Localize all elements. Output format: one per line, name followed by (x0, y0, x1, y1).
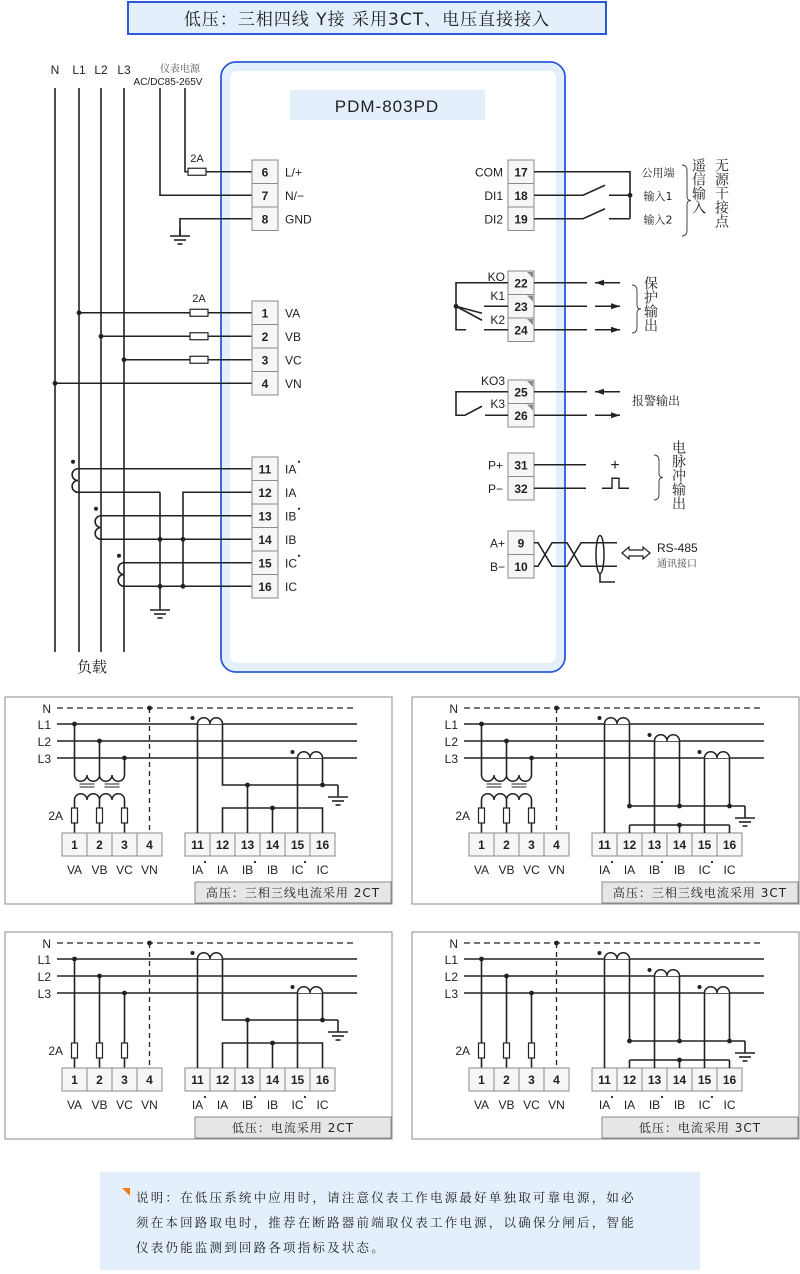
panel-terminal-label: VC (523, 1098, 540, 1112)
junction-dot (94, 507, 98, 511)
connection-panel-4 (412, 932, 799, 1139)
panel-terminal-label: VN (141, 1098, 158, 1112)
panel-terminal-number: 13 (240, 838, 255, 852)
panel-terminal-label: IC (723, 863, 736, 877)
junction-dot (661, 1096, 663, 1098)
panel-terminal-label: VB (498, 1098, 515, 1112)
di-note: 输入1 (643, 189, 673, 203)
panel-terminal-number: 15 (290, 838, 305, 852)
junction-dot (270, 806, 275, 811)
digital-inputs (475, 158, 729, 236)
di-terminal-label: DI1 (484, 188, 503, 203)
terminal (252, 207, 278, 231)
panel-terminal-label: IA (191, 1098, 204, 1112)
current-inputs (71, 457, 300, 618)
panel-terminal-number: 12 (622, 838, 637, 852)
panel-terminal-label: IA (623, 1098, 636, 1112)
panel-phase-label: L1 (37, 718, 51, 732)
terminal-number: 6 (261, 165, 269, 180)
terminal-number: 9 (517, 536, 525, 551)
panel-terminal-number: 16 (722, 838, 737, 852)
panel-terminal-number: 16 (722, 1073, 737, 1087)
panel-terminal-label: IB (241, 1098, 254, 1112)
current-terminal-label: IB (285, 532, 297, 547)
fuse-icon (190, 356, 208, 363)
panel-phase-label: L1 (444, 718, 458, 732)
fuse-icon (122, 1043, 128, 1058)
panel-terminal-label: IB (266, 863, 279, 877)
panel-terminal-number: 2 (503, 838, 510, 852)
terminal (252, 528, 278, 552)
panel-terminal-number: 12 (215, 1073, 230, 1087)
junction-dot (291, 985, 295, 989)
terminal-number: 17 (514, 165, 528, 180)
fuse-icon (122, 808, 128, 823)
junction-dot (291, 750, 295, 754)
junction-dot (661, 861, 663, 863)
terminal (508, 453, 534, 477)
panel-phase-label: L3 (37, 752, 51, 766)
terminal (508, 531, 534, 555)
panel-fuse-label: 2A (455, 1044, 470, 1058)
terminal-number: 23 (514, 299, 528, 314)
panel-terminal-number: 12 (622, 1073, 637, 1087)
panel-terminal-label: IC (291, 863, 304, 877)
terminal (508, 271, 534, 295)
terminal (508, 184, 534, 208)
terminal (252, 301, 278, 325)
terminal (508, 295, 534, 319)
panel-terminal-number: 4 (146, 1073, 153, 1087)
junction-dot (298, 555, 300, 557)
ground-icon (150, 602, 170, 618)
junction-dot (628, 193, 633, 198)
terminal (252, 372, 278, 396)
panel-terminal-number: 11 (598, 838, 611, 852)
junction-dot (245, 1018, 250, 1023)
panel-phase-label: N (449, 937, 458, 951)
junction-dot (204, 1096, 206, 1098)
terminal-number: 26 (514, 408, 528, 423)
terminal-number: 19 (514, 212, 528, 227)
junction-dot (611, 861, 613, 863)
di-type-label: 无源干接点 (713, 158, 729, 228)
panel-phase-label: L1 (444, 953, 458, 967)
voltage-inputs (53, 293, 302, 395)
current-terminal-label: IC (285, 556, 297, 571)
shield-icon (596, 536, 604, 574)
panel-terminal-number: 3 (528, 838, 535, 852)
panel-terminal-number: 2 (503, 1073, 510, 1087)
fuse-icon (529, 808, 535, 823)
current-terminal-label: IA (285, 485, 297, 500)
alarm-group-label: 报警输出 (632, 394, 681, 408)
terminal-number: 10 (514, 559, 528, 574)
fuse-icon (479, 808, 485, 823)
fuse-icon (504, 808, 510, 823)
junction-dot (677, 1058, 682, 1063)
relay-terminal-label: K1 (490, 289, 505, 303)
phase-label-n: N (50, 63, 60, 77)
junction-dot (204, 861, 206, 863)
panel-terminal-number: 4 (553, 838, 560, 852)
panel-terminal-label: VA (66, 1098, 83, 1112)
junction-dot (298, 508, 300, 510)
junction-dot (122, 357, 127, 362)
alarm-terminal-label: K3 (490, 397, 505, 411)
junction-dot (254, 861, 256, 863)
junction-dot (245, 783, 250, 788)
terminal-number: 24 (514, 323, 528, 338)
current-terminal-label: IC (285, 579, 297, 594)
ct-coil-icon (95, 516, 101, 540)
arrow-head (595, 389, 604, 395)
ct-coil-icon (118, 563, 124, 587)
terminal-number: 31 (514, 458, 528, 473)
panel-terminal-number: 2 (96, 1073, 103, 1087)
panel-terminal-number: 11 (191, 838, 204, 852)
panel-caption: 低压：电流采用 2CT (231, 1121, 355, 1135)
phase-label-l3: L3 (117, 63, 131, 77)
power-fuse-label: 2A (190, 153, 204, 165)
phase-label-l1: L1 (72, 63, 86, 77)
junction-dot (191, 716, 195, 720)
fuse-icon (72, 808, 78, 823)
panel-terminal-label: IA (598, 863, 611, 877)
panel-terminal-label: IB (648, 1098, 661, 1112)
panel-phase-label: L3 (444, 752, 458, 766)
panel-terminal-number: 15 (697, 1073, 712, 1087)
junction-dot (320, 783, 325, 788)
device-model: PDM-803PD (334, 97, 440, 116)
note-box (100, 1172, 700, 1270)
ct-coil-icon (72, 469, 78, 493)
voltage-fuse-label: 2A (192, 293, 206, 305)
panel-terminal-label: VA (473, 1098, 490, 1112)
panel-terminal-number: 1 (71, 1073, 78, 1087)
comm-terminal-label: B− (489, 559, 505, 574)
terminal (252, 325, 278, 349)
panel-terminal-number: 11 (191, 1073, 204, 1087)
panel-terminal-label: IB (266, 1098, 279, 1112)
panel-terminal-label: IA (216, 863, 229, 877)
fuse-icon (72, 1043, 78, 1058)
panel-phase-label: L2 (37, 735, 51, 749)
pulse-terminal-label: P− (487, 481, 503, 496)
panel-caption: 低压：电流采用 3CT (638, 1121, 762, 1135)
fuse-icon (504, 1043, 510, 1058)
note-line: 说明：在低压系统中应用时，请注意仪表工作电源最好单独取可靠电源，如必 (136, 1190, 636, 1205)
protection-group-label: 保护输出 (642, 276, 658, 332)
panel-terminal-number: 15 (290, 1073, 305, 1087)
junction-dot (53, 381, 58, 386)
terminal-number: 14 (258, 532, 272, 547)
terminal-number: 12 (258, 485, 272, 500)
panel-terminal-label: IC (316, 863, 329, 877)
panel-terminal-label: IC (291, 1098, 304, 1112)
power-terminal-label: GND (285, 212, 312, 227)
brace-icon (632, 285, 641, 333)
panel-terminal-label: IA (623, 863, 636, 877)
terminal-number: 1 (261, 306, 269, 321)
fuse-icon (97, 1043, 103, 1058)
panel-terminal-number: 14 (672, 838, 687, 852)
junction-dot (270, 1041, 275, 1046)
current-terminal-label: IB (285, 509, 297, 524)
terminal (252, 457, 278, 481)
terminal (252, 348, 278, 372)
brace-icon (654, 455, 663, 500)
panel-terminal-label: IC (723, 1098, 736, 1112)
connection-panel-3 (5, 932, 392, 1139)
panel-terminal-number: 3 (121, 1073, 128, 1087)
terminal (508, 404, 534, 428)
terminal-number: 13 (258, 509, 272, 524)
arrow-head (611, 412, 620, 418)
note-line: 须在本回路取电时，推荐在断路器前端取仪表工作电源，以确保分闸后，智能 (136, 1215, 636, 1230)
fuse-icon (190, 309, 208, 316)
power-supply-label: 仪表电源 (160, 64, 200, 75)
panel-phase-label: L2 (444, 735, 458, 749)
junction-dot (117, 554, 121, 558)
double-arrow-icon (622, 547, 650, 559)
panel-terminal-number: 3 (121, 838, 128, 852)
junction-dot (254, 1096, 256, 1098)
panel-terminal-label: IA (598, 1098, 611, 1112)
terminal-number: 7 (261, 188, 269, 203)
comm-interface-label: 通讯接口 (657, 559, 697, 570)
di-note: 公用端 (641, 166, 675, 180)
fuse-icon (188, 168, 206, 175)
panel-caption: 高压：三相三线电流采用 2CT (205, 886, 381, 900)
junction-dot (158, 584, 163, 589)
panel-terminal-number: 13 (647, 838, 662, 852)
di-terminal-label: DI2 (484, 212, 503, 227)
panel-terminal-number: 1 (71, 838, 78, 852)
panel-terminal-label: VN (548, 863, 565, 877)
panel-terminal-number: 16 (315, 1073, 330, 1087)
junction-dot (304, 1096, 306, 1098)
panel-phase-label: L2 (444, 970, 458, 984)
panel-fuse-label: 2A (48, 1044, 63, 1058)
panel-terminal-label: VN (141, 863, 158, 877)
terminal (508, 318, 534, 342)
arrow-icon (595, 327, 620, 333)
panel-terminal-label: IC (698, 1098, 711, 1112)
power-terminal-label: N/− (285, 188, 305, 203)
panel-terminal-number: 14 (265, 1073, 280, 1087)
terminal-number: 25 (514, 385, 528, 400)
junction-dot (181, 584, 186, 589)
panel-terminal-label: IC (698, 863, 711, 877)
panel-terminal-number: 4 (146, 838, 153, 852)
panel-terminal-label: VA (473, 863, 490, 877)
arrow-head (611, 303, 620, 309)
arrow-icon (595, 280, 620, 286)
terminal (252, 184, 278, 208)
connection-panel-2 (412, 697, 799, 904)
panel-phase-label: L2 (37, 970, 51, 984)
power-terminal-label: L/+ (285, 165, 303, 180)
terminal (252, 160, 278, 184)
panel-terminal-number: 12 (215, 838, 230, 852)
relay-terminal-label: K2 (490, 313, 505, 327)
junction-dot (598, 951, 602, 955)
panel-phase-label: L1 (37, 953, 51, 967)
junction-dot (158, 537, 163, 542)
arrow-head (611, 327, 620, 333)
panel-terminal-label: VC (116, 863, 133, 877)
junction-dot (304, 861, 306, 863)
panel-terminal-number: 2 (96, 838, 103, 852)
panel-phase-label: L3 (444, 987, 458, 1001)
panel-terminal-label: IB (241, 863, 254, 877)
terminal (508, 555, 534, 579)
fuse-icon (190, 333, 208, 340)
voltage-terminal-label: VA (285, 306, 301, 321)
pulse-plus-symbol: + (610, 457, 620, 474)
arrow-icon (595, 389, 620, 395)
terminal-number: 4 (261, 376, 269, 391)
junction-dot (598, 716, 602, 720)
panel-terminal-number: 13 (240, 1073, 255, 1087)
junction-dot (181, 537, 186, 542)
phase-label-l2: L2 (94, 63, 108, 77)
terminal-number: 15 (258, 556, 272, 571)
junction-dot (698, 750, 702, 754)
voltage-terminal-label: VB (285, 329, 302, 344)
panel-terminal-number: 16 (315, 838, 330, 852)
rs485-communication (490, 531, 698, 582)
terminal (508, 160, 534, 184)
panel-terminal-label: IB (673, 863, 686, 877)
junction-dot (711, 1096, 713, 1098)
panel-phase-label: N (42, 702, 51, 716)
junction-dot (320, 1018, 325, 1023)
terminal (252, 504, 278, 528)
voltage-terminal-label: VC (285, 353, 302, 368)
panel-terminal-label: VC (116, 1098, 133, 1112)
power-supply-spec: AC/DC85-265V (133, 77, 203, 88)
panel-terminal-label: IA (191, 863, 204, 877)
terminal-number: 11 (258, 462, 272, 477)
terminal-number: 3 (261, 353, 269, 368)
power-wire-l (185, 88, 188, 172)
terminal-number: 18 (514, 188, 528, 203)
alarm-terminal-label: KO3 (480, 374, 505, 388)
junction-dot (99, 334, 104, 339)
panel-terminal-number: 3 (528, 1073, 535, 1087)
di-note: 输入2 (643, 213, 673, 227)
junction-dot (71, 460, 75, 464)
panel-terminal-label: IB (648, 863, 661, 877)
panel-terminal-number: 1 (478, 838, 485, 852)
fuse-icon (479, 1043, 485, 1058)
terminal-number: 2 (261, 329, 269, 344)
panel-terminal-number: 13 (647, 1073, 662, 1087)
rs485-label: RS-485 (657, 541, 698, 555)
panel-terminal-number: 14 (265, 838, 280, 852)
panel-terminal-label: VB (498, 863, 515, 877)
ground-icon (170, 228, 190, 244)
di-group-label: 遥信输入 (690, 158, 706, 214)
panel-terminal-label: IA (216, 1098, 229, 1112)
terminal (252, 551, 278, 575)
load-label: 负载 (76, 658, 108, 676)
arrow-icon (595, 412, 620, 418)
terminal (508, 477, 534, 501)
panel-phase-label: L3 (37, 987, 51, 1001)
arrow-icon (595, 303, 620, 309)
junction-dot (298, 461, 300, 463)
di-terminal-label: COM (475, 165, 503, 180)
junction-dot (698, 985, 702, 989)
terminal (252, 575, 278, 599)
connection-panel-1 (5, 697, 392, 904)
junction-dot (77, 310, 82, 315)
panel-terminal-number: 14 (672, 1073, 687, 1087)
panel-terminal-number: 1 (478, 1073, 485, 1087)
arrow-head (595, 280, 604, 286)
panel-terminal-label: VC (523, 863, 540, 877)
junction-dot (454, 304, 459, 309)
panel-terminal-label: VN (548, 1098, 565, 1112)
junction-dot (677, 823, 682, 828)
voltage-terminal-label: VN (285, 376, 302, 391)
title-text: 低压：三相四线 Y接 采用3CT、电压直接接入 (183, 10, 551, 30)
pulse-terminal-label: P+ (487, 458, 503, 473)
relay-terminal-label: KO (487, 270, 505, 284)
panel-terminal-label: IB (673, 1098, 686, 1112)
junction-dot (648, 968, 652, 972)
page-title (128, 2, 606, 34)
panel-phase-label: N (42, 937, 51, 951)
terminal (252, 481, 278, 505)
junction-dot (191, 951, 195, 955)
terminal-number: 8 (261, 212, 269, 227)
panel-terminal-label: IC (316, 1098, 329, 1112)
junction-dot (711, 861, 713, 863)
panel-phase-label: N (449, 702, 458, 716)
pulse-group-label: 电脉冲输出 (670, 440, 686, 510)
panel-caption: 高压：三相三线电流采用 3CT (612, 886, 788, 900)
panel-terminal-number: 11 (598, 1073, 611, 1087)
junction-dot (648, 733, 652, 737)
terminal (508, 380, 534, 404)
terminal-number: 32 (514, 481, 528, 496)
pulse-waveform-icon (602, 478, 629, 488)
panel-terminal-label: VA (66, 863, 83, 877)
comm-terminal-label: A+ (489, 536, 505, 551)
current-terminal-label: IA (285, 462, 297, 477)
panel-terminal-number: 4 (553, 1073, 560, 1087)
terminal-number: 16 (258, 579, 272, 594)
panel-fuse-label: 2A (455, 809, 470, 823)
panel-terminal-label: VB (91, 863, 108, 877)
note-line: 仪表仍能监测到回路各项指标及状态。 (136, 1240, 386, 1255)
junction-dot (611, 1096, 613, 1098)
fuse-icon (529, 1043, 535, 1058)
panel-terminal-number: 15 (697, 838, 712, 852)
shield-drain (600, 574, 615, 583)
terminal (508, 207, 534, 231)
panel-fuse-label: 2A (48, 809, 63, 823)
panel-terminal-label: VB (91, 1098, 108, 1112)
fuse-icon (97, 808, 103, 823)
terminal-number: 22 (514, 276, 528, 291)
